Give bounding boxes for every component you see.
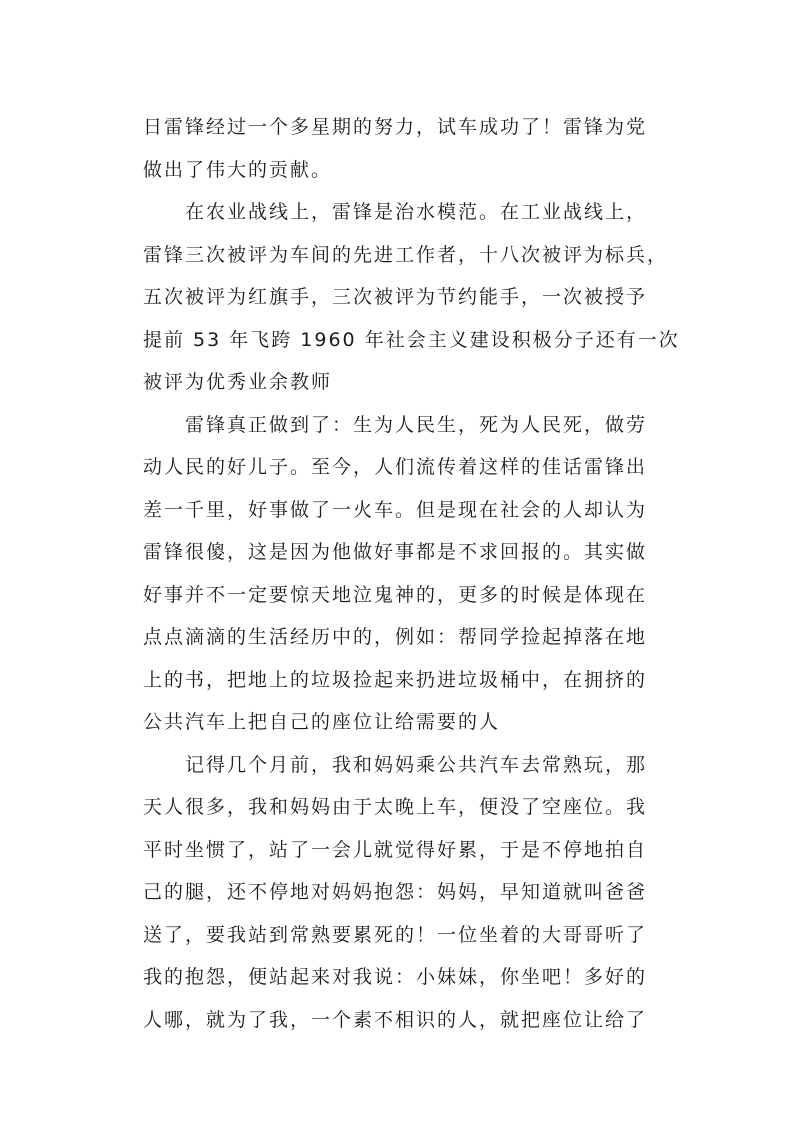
text-line: 上的书，把地上的垃圾捡起来扔进垃圾桶中，在拥挤的 <box>143 668 648 691</box>
document-body <box>143 106 680 1041</box>
text-line: 人哪，就为了我，一个素不相识的人，就把座位让给了 <box>143 1008 648 1031</box>
text-line: 雷锋真正做到了：生为人民生，死为人民死，做劳 <box>143 413 648 436</box>
text-line: 雷锋很傻，这是因为他做好事都是不求回报的。其实做 <box>143 541 648 563</box>
text-line: 公共汽车上把自己的座位让给需要的人 <box>143 711 501 733</box>
text-line: 我的抱怨，便站起来对我说：小妹妹，你坐吧！多好的 <box>143 966 648 988</box>
text-line: 在农业战线上，雷锋是治水模范。在工业战线上， <box>143 201 648 223</box>
text-line: 动人民的好儿子。至今，人们流传着这样的佳话雷锋出 <box>143 456 648 478</box>
text-line: 好事并不一定要惊天地泣鬼神的，更多的时候是体现在 <box>143 583 648 606</box>
text-line: 被评为优秀业余教师 <box>143 371 333 393</box>
text-line: 雷锋三次被评为车间的先进工作者，十八次被评为标兵， <box>143 243 669 266</box>
text-line: 天人很多，我和妈妈由于太晚上车，便没了空座位。我 <box>143 796 648 818</box>
text-line: 五次被评为红旗手，三次被评为节约能手，一次被授予 <box>143 286 648 308</box>
text-line: 做出了伟大的贡献。 <box>143 158 333 181</box>
text-line: 点点滴滴的生活经历中的，例如：帮同学捡起掉落在地 <box>143 626 648 648</box>
text-line: 记得几个月前，我和妈妈乘公共汽车去常熟玩，那 <box>143 753 648 776</box>
text-line: 送了，要我站到常熟要累死的！一位坐着的大哥哥听了 <box>143 923 648 946</box>
text-line: 提前 53 年飞跨 1960 年社会主义建设积极分子还有一次 <box>143 328 680 351</box>
text-line: 日雷锋经过一个多星期的努力，试车成功了！雷锋为党 <box>143 116 648 138</box>
text-line: 己的腿，还不停地对妈妈抱怨：妈妈，早知道就叫爸爸 <box>143 881 648 903</box>
text-line: 差一千里，好事做了一火车。但是现在社会的人却认为 <box>143 498 648 521</box>
text-line: 平时坐惯了，站了一会儿就觉得好累，于是不停地拍自 <box>143 838 648 861</box>
